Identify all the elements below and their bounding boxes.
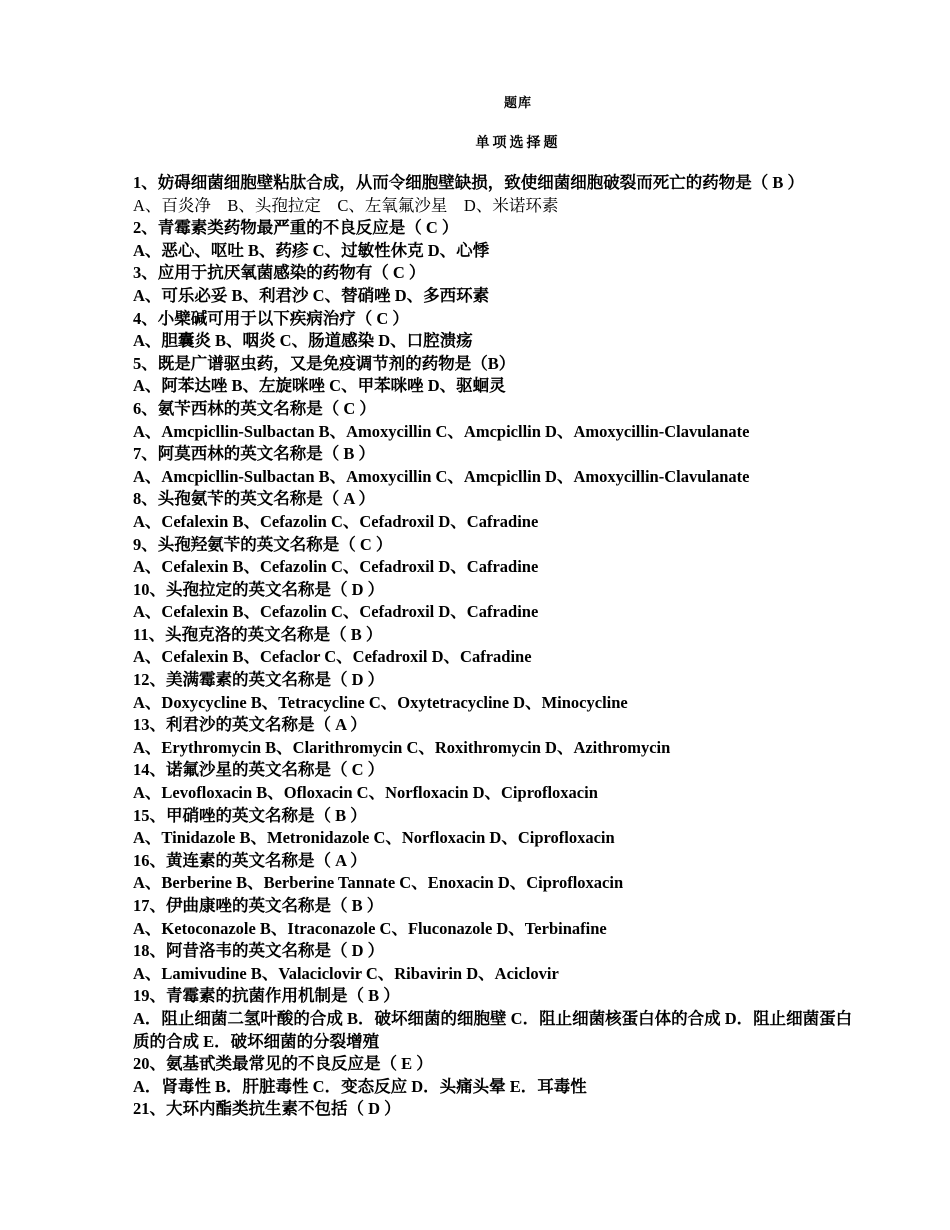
options-line: A、Cefalexin B、Cefazolin C、Cefadroxil D、Cafradine xyxy=(133,557,539,577)
options-line: A．阻止细菌二氢叶酸的合成 B．破坏细菌的细胞壁 C．阻止细菌核蛋白体的合成 D．阻止细菌蛋白质的合成 E．破坏细菌的分裂增殖 xyxy=(133,1008,853,1051)
question-line: 10、头孢拉定的英文名称是（ D ） xyxy=(133,579,385,599)
options-line: A、Doxycycline B、Tetracycline C、Oxytetracycline D、Minocycline xyxy=(133,692,628,712)
question-line: 2、青霉素类药物最严重的不良反应是（ C ） xyxy=(133,218,459,238)
question-list xyxy=(133,172,868,1121)
options-line: A、恶心、呕吐 B、药疹 C、过敏性休克 D、心悸 xyxy=(133,240,490,260)
options-line: A、Cefalexin B、Cefaclor C、Cefadroxil D、Cafradine xyxy=(133,647,532,667)
page-title: 题库 xyxy=(503,96,532,111)
question-line: 18、阿昔洛韦的英文名称是（ D ） xyxy=(133,941,385,961)
question-line: 3、应用于抗厌氧菌感染的药物有（ C ） xyxy=(133,263,426,283)
options-line: A、Cefalexin B、Cefazolin C、Cefadroxil D、Cafradine xyxy=(133,511,539,531)
question-line: 20、氨基甙类最常见的不良反应是（ E ） xyxy=(133,1054,433,1074)
question-line: 11、头孢克洛的英文名称是（ B ） xyxy=(133,624,383,644)
options-line: A、可乐必妥 B、利君沙 C、替硝唑 D、多西环素 xyxy=(133,285,490,305)
question-line: 13、利君沙的英文名称是（ A ） xyxy=(133,715,367,735)
question-line: 8、头孢氨苄的英文名称是（ A ） xyxy=(133,489,376,509)
options-line: A、Berberine B、Berberine Tannate C、Enoxacin D、Ciprofloxacin xyxy=(133,873,624,893)
question-line: 15、甲硝唑的英文名称是（ B ） xyxy=(133,805,367,825)
options-line: A、Levofloxacin B、Ofloxacin C、Norfloxacin D、Ciprofloxacin xyxy=(133,783,598,803)
options-line: A、Amcpicllin-Sulbactan B、Amoxycillin C、Amcpicllin D、Amoxycillin-Clavulanate xyxy=(133,421,750,441)
section-heading: 单项选择题 xyxy=(475,135,561,151)
question-line: 19、青霉素的抗菌作用机制是（ B ） xyxy=(133,986,400,1006)
question-line: 12、美满霉素的英文名称是（ D ） xyxy=(133,670,385,690)
options-line: A、百炎净 B、头孢拉定 C、左氧氟沙星 D、米诺环素 xyxy=(133,195,559,215)
question-line: 6、氨苄西林的英文名称是（ C ） xyxy=(133,398,376,418)
question-line: 7、阿莫西林的英文名称是（ B ） xyxy=(133,444,376,464)
options-line: A、Amcpicllin-Sulbactan B、Amoxycillin C、Amcpicllin D、Amoxycillin-Clavulanate xyxy=(133,466,750,486)
options-line: A、Cefalexin B、Cefazolin C、Cefadroxil D、Cafradine xyxy=(133,602,539,622)
question-line: 17、伊曲康唑的英文名称是（ B ） xyxy=(133,896,384,915)
options-line: A、阿苯达唑 B、左旋咪唑 C、甲苯咪唑 D、驱蛔灵 xyxy=(133,376,506,396)
question-line: 16、黄连素的英文名称是（ A ） xyxy=(133,850,367,870)
options-line: A、Lamivudine B、Valaciclovir C、Ribavirin D、Aciclovir xyxy=(133,963,559,983)
options-line: A、Erythromycin B、Clarithromycin C、Roxithromycin D、Azithromycin xyxy=(133,737,671,757)
options-line: A、Ketoconazole B、Itraconazole C、Fluconazole D、Terbinafine xyxy=(133,918,607,938)
question-line: 1、妨碍细菌细胞壁粘肽合成，从而令细胞壁缺损，致使细菌细胞破裂而死亡的药物是（ B ） xyxy=(133,173,805,192)
options-line: A、胆囊炎 B、咽炎 C、肠道感染 D、口腔溃疡 xyxy=(133,331,473,351)
question-line: 9、头孢羟氨苄的英文名称是（ C ） xyxy=(133,534,393,554)
options-line: A、Tinidazole B、Metronidazole C、Norfloxacin D、Ciprofloxacin xyxy=(133,828,615,848)
question-line: 21、大环内酯类抗生素不包括（ D ） xyxy=(133,1099,401,1119)
question-line: 4、小檗碱可用于以下疾病治疗（ C ） xyxy=(133,308,409,328)
question-line: 5、既是广谱驱虫药，又是免疫调节剂的药物是（B） xyxy=(133,353,516,373)
question-line: 14、诺氟沙星的英文名称是（ C ） xyxy=(133,760,385,780)
options-line: A．肾毒性 B．肝脏毒性 C．变态反应 D．头痛头晕 E．耳毒性 xyxy=(133,1076,587,1096)
